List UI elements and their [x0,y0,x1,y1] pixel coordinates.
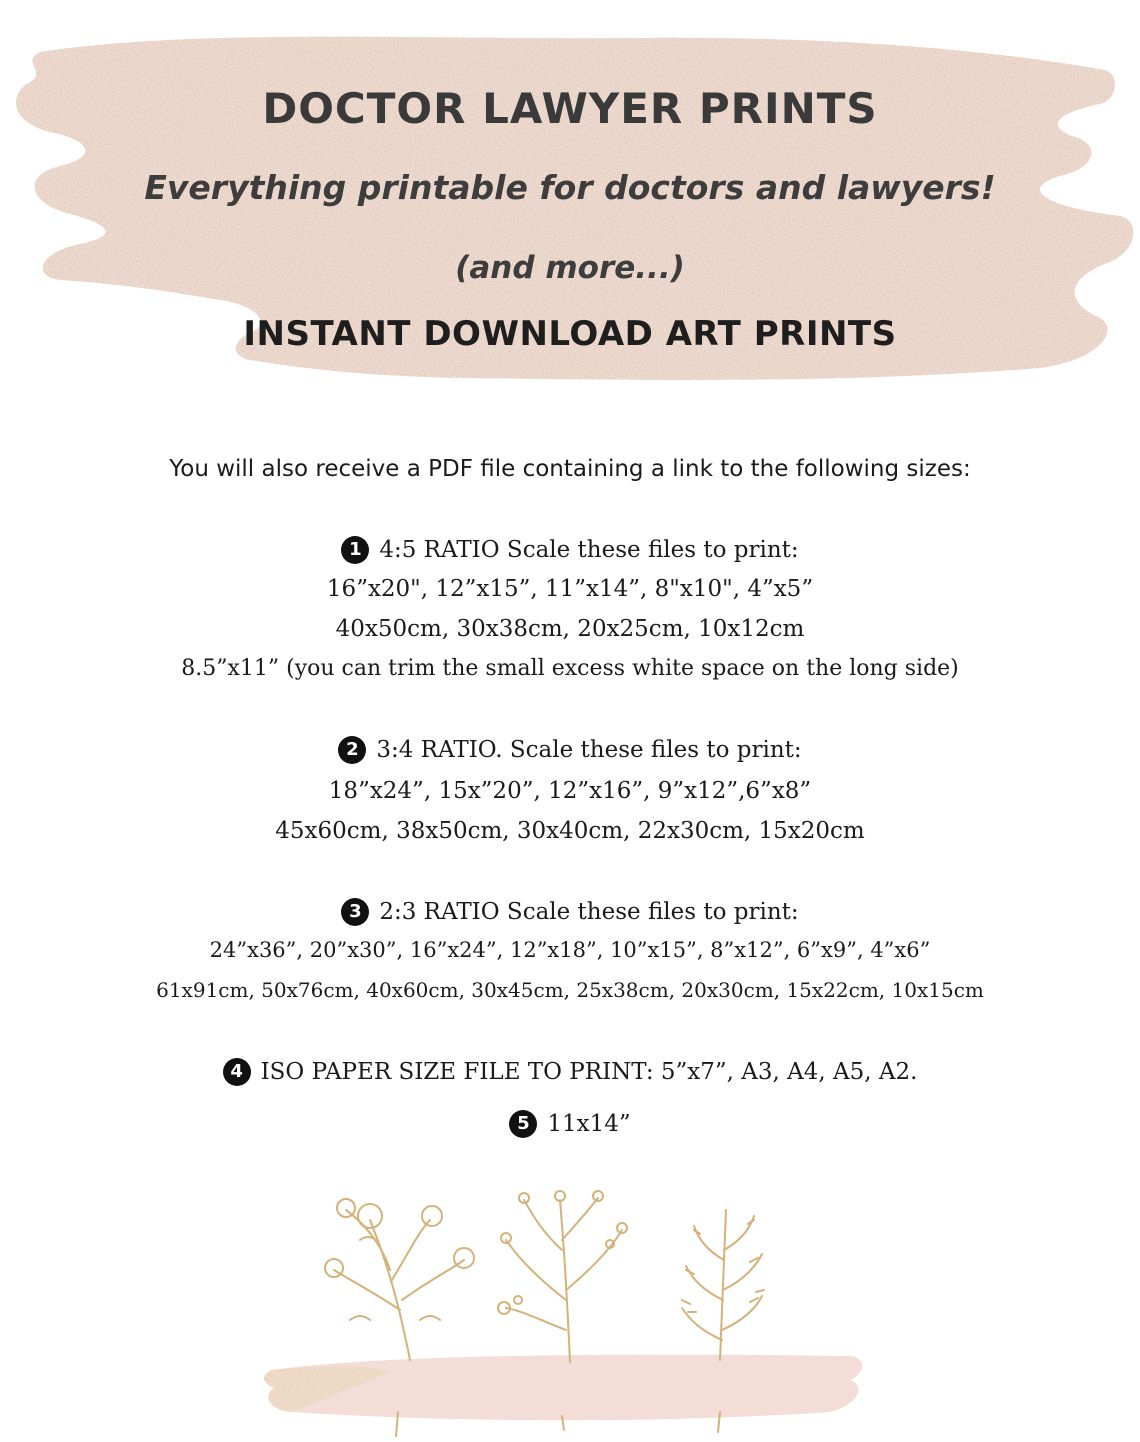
section-heading [0,736,1140,764]
number-badge-icon: 1 [341,536,369,564]
size-line: 18”x24”, 15x”20”, 12”x16”, 9”x12”,6”x8” [328,778,812,804]
section-heading-text: 4:5 RATIO Scale these files to print: [379,537,799,563]
tagline: Everything printable for doctors and lawyers! [144,168,996,207]
size-line: 8.5”x11” (you can trim the small excess white space on the long side) [181,656,959,681]
page-title: DOCTOR LAWYER PRINTS [262,84,878,133]
subtitle: INSTANT DOWNLOAD ART PRINTS [243,314,897,354]
intro-text: You will also receive a PDF file containing a link to the following sizes: [169,456,971,482]
section-heading-text: 3:4 RATIO. Scale these files to print: [376,737,802,763]
size-line: 40x50cm, 30x38cm, 20x25cm, 10x12cm [335,616,805,642]
size-line: 24”x36”, 20”x30”, 16”x24”, 12”x18”, 10”x15”, 8”x12”, 6”x9”, 4”x6” [209,938,931,962]
botanical-flowers-icon [250,1180,890,1442]
section-heading [0,1110,1140,1138]
number-badge-icon: 5 [509,1110,537,1138]
section-heading [0,536,1140,564]
size-line: 61x91cm, 50x76cm, 40x60cm, 30x45cm, 25x38cm, 20x30cm, 15x22cm, 10x15cm [156,978,984,1002]
section-heading-text: 2:3 RATIO Scale these files to print: [379,899,799,925]
section-heading-text: ISO PAPER SIZE FILE TO PRINT: 5”x7”, A3, A4, A5, A2. [260,1059,918,1085]
size-line: 16”x20", 12”x15”, 11”x14”, 8"x10", 4”x5” [326,576,814,602]
section-heading [0,898,1140,926]
number-badge-icon: 2 [338,736,366,764]
section-heading-text: 11x14” [547,1111,631,1137]
section-heading [0,1058,1140,1086]
number-badge-icon: 4 [223,1058,251,1086]
number-badge-icon: 3 [341,898,369,926]
tagline-more: (and more...) [455,250,685,286]
size-line: 45x60cm, 38x50cm, 30x40cm, 22x30cm, 15x20cm [275,818,865,844]
